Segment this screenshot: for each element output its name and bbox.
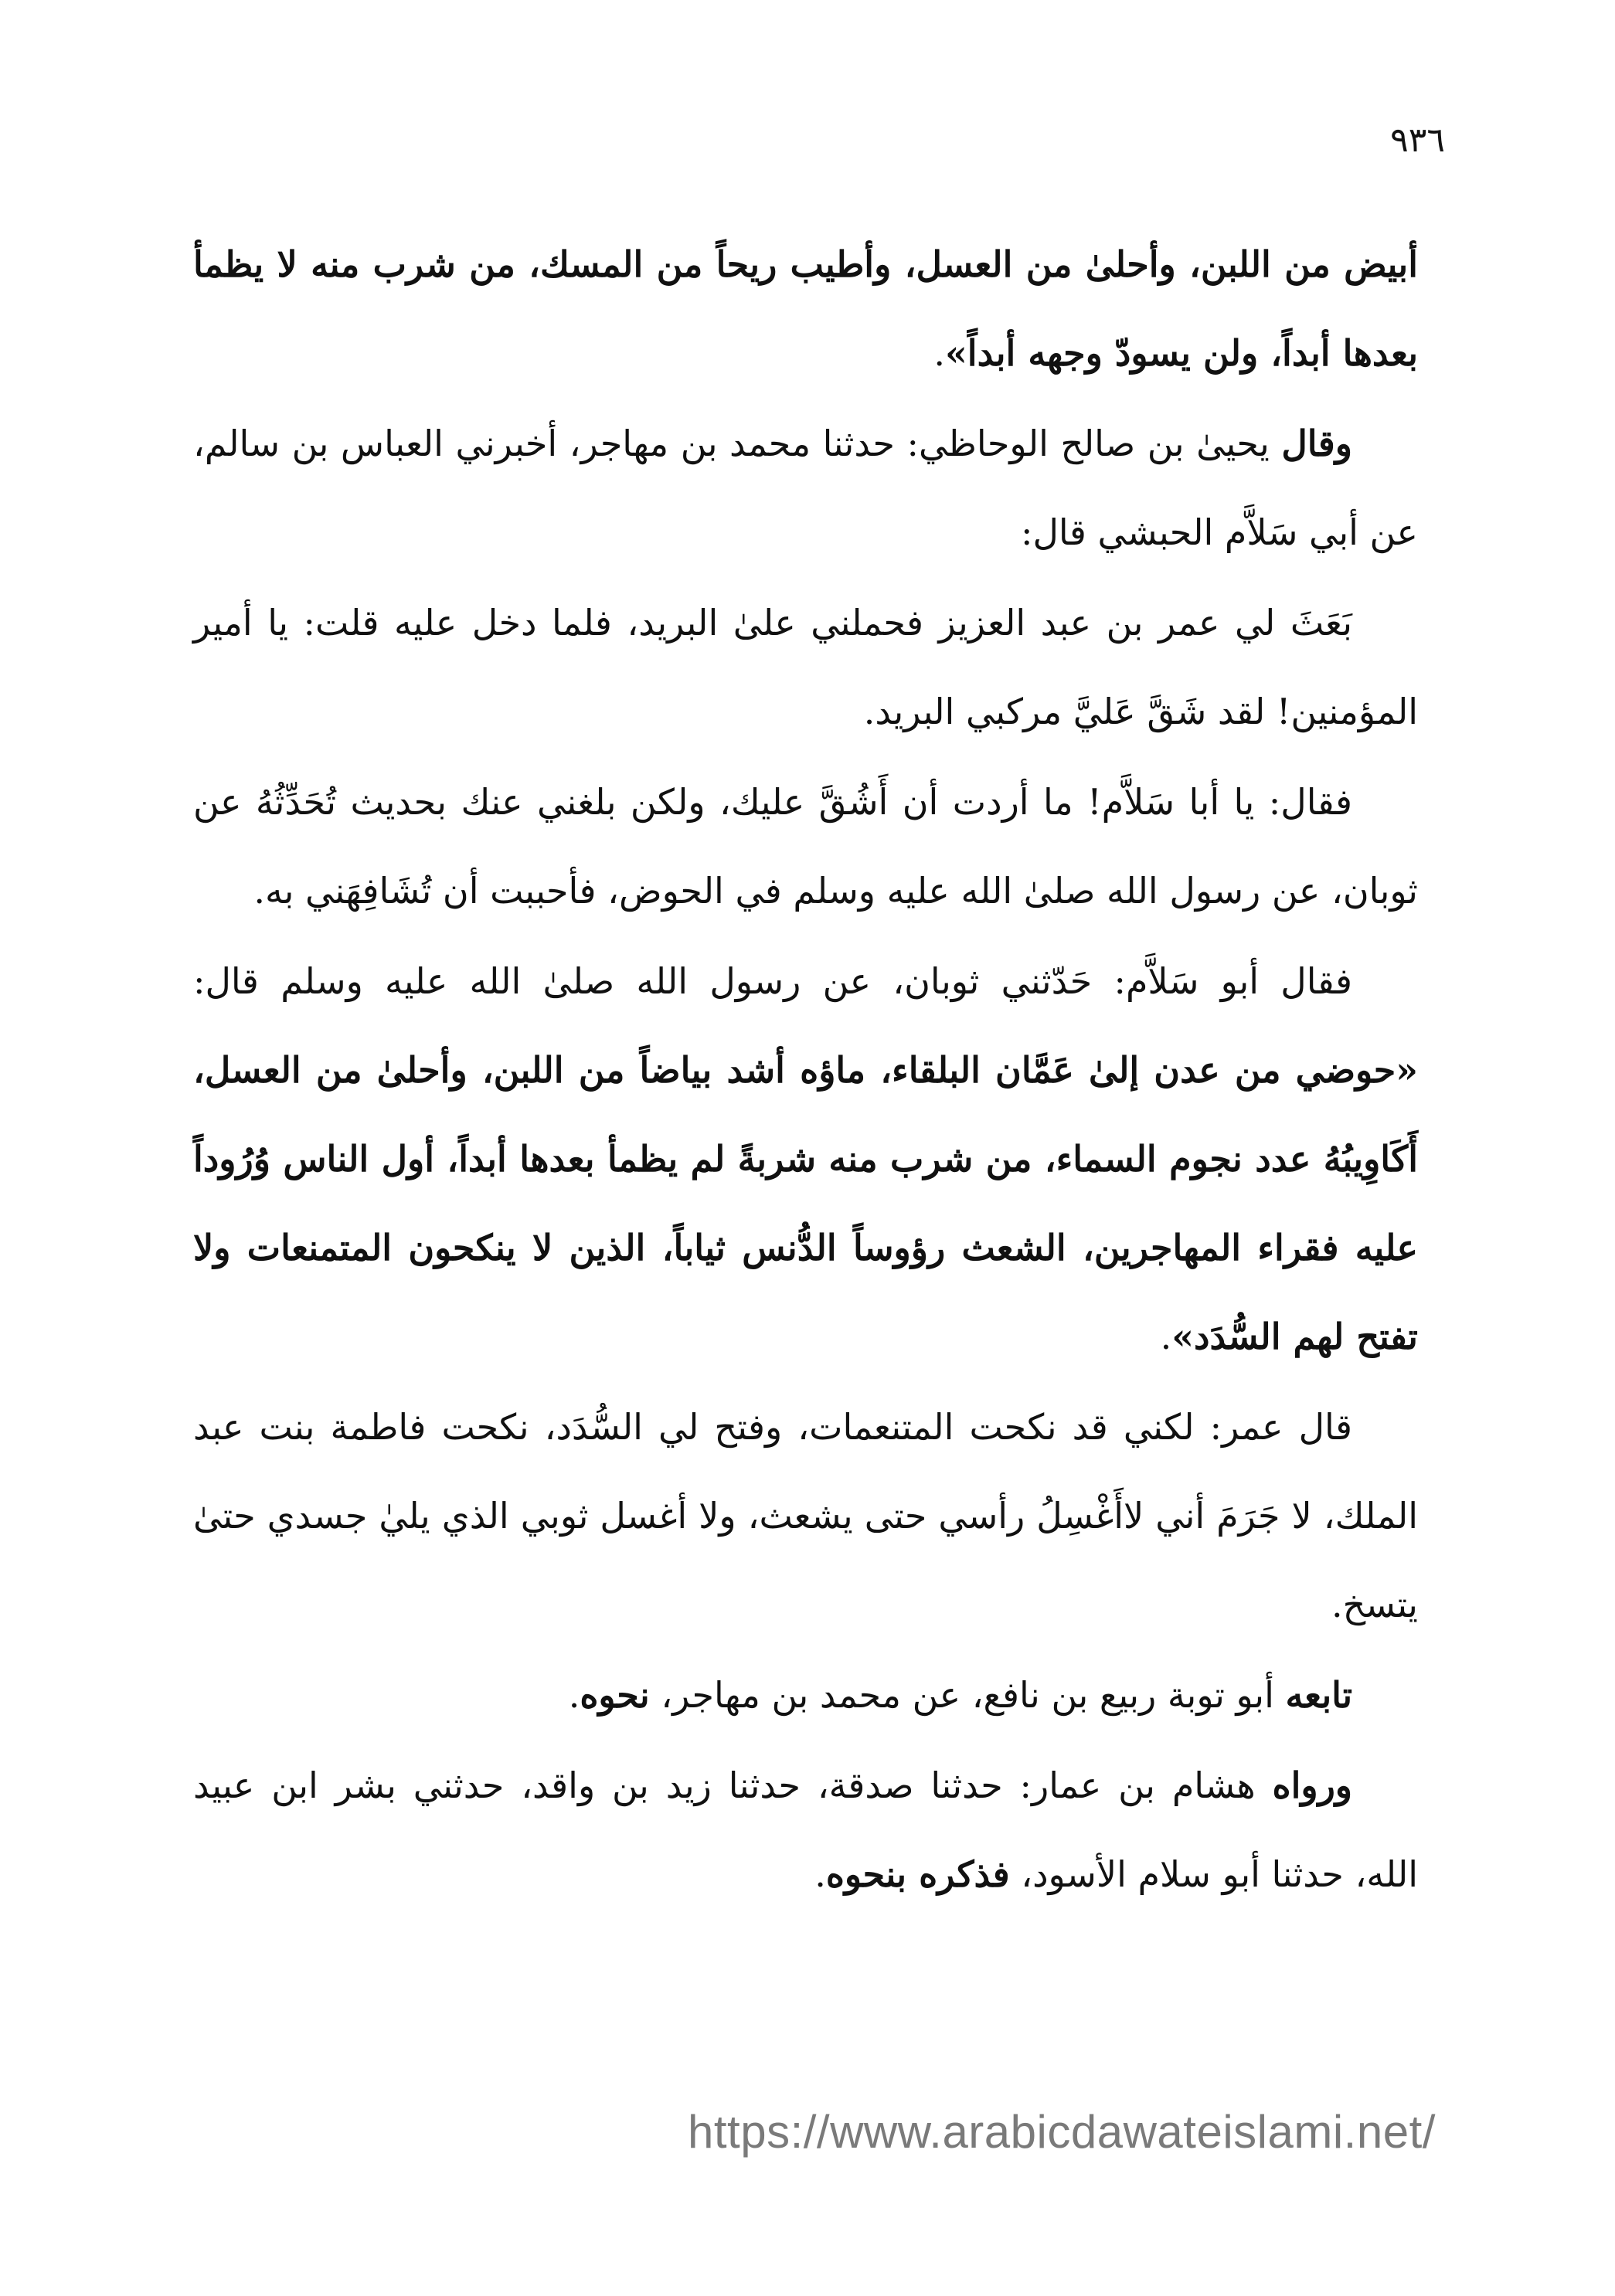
hadith-text: «حوضي من عدن إلىٰ عَمَّان البلقاء، ماؤه أشد بياضاً من اللبن، وأحلىٰ من العسل، أَكَاوِيبُهُ عدد نجوم السماء، من شرب منه شربةً لم يظمأ بعدها أبداً، أول الناس وُرُوداً عليه فقراء المهاجرين، الشعث رؤوساً الدُّنس ثياباً، الذين لا ينكحون المتمنعات ولا تفتح لهم السُّدَد» [193, 1049, 1418, 1357]
isnad-text: هشام بن عمار: حدثنا صدقة، حدثنا زيد بن واقد، حدثني بشر ابن عبيد الله، حدثنا أبو سلام الأسود، [193, 1764, 1418, 1895]
paragraph-8 [193, 1741, 1418, 1919]
paragraph-7 [193, 1651, 1418, 1740]
punctuation: . [1160, 1316, 1172, 1357]
paragraph-2 [193, 399, 1418, 577]
punctuation: . [814, 1853, 826, 1895]
narration-keyword: ورواه [1272, 1764, 1352, 1806]
punctuation: . [568, 1674, 580, 1716]
hadith-text: أبيض من اللبن، وأحلىٰ من العسل، وأطيب ريحاً من المسك، من شرب منه لا يظمأ بعدها أبداً، ولن يسودّ وجهه أبداً» [193, 243, 1418, 374]
isnad-text: يحيىٰ بن صالح الوحاظي: حدثنا محمد بن مهاجر، أخبرني العباس بن سالم، عن أبي سَلاَّم الحبشي قال: [193, 423, 1418, 553]
story-text: فقال أبو سَلاَّم: حَدّثني ثوبان، عن رسول الله صلىٰ الله عليه وسلم قال: [193, 960, 1352, 1002]
paragraph-6 [193, 1383, 1418, 1649]
punctuation: . [933, 332, 946, 374]
narration-keyword: تابعه [1285, 1674, 1352, 1716]
narration-keyword: وقال [1281, 423, 1352, 464]
narration-keyword: فذكره بنحوه [825, 1853, 1010, 1895]
story-text: فقال: يا أبا سَلاَّم! ما أردت أن أَشُقَّ عليك، ولكن بلغني عنك بحديث تُحَدِّثُهُ عن ثوبان، عن رسول الله صلىٰ الله عليه وسلم في الحوض، فأحببت أن تُشَافِهَني به. [193, 781, 1418, 912]
narration-keyword: نحوه [580, 1674, 650, 1716]
paragraph-3 [193, 579, 1418, 756]
story-text: قال عمر: لكني قد نكحت المتنعمات، وفتح لي السُّدَد، نكحت فاطمة بنت عبد الملك، لا جَرَمَ أني لاأَغْسِلُ رأسي حتى يشعث، ولا أغسل ثوبي الذي يليٰ جسدي حتىٰ يتسخ. [193, 1406, 1418, 1625]
watermark-url: https://www.arabicdawateislami.net/ [688, 2106, 1436, 2158]
story-text: بَعَثَ لي عمر بن عبد العزيز فحملني علىٰ البريد، فلما دخل عليه قلت: يا أمير المؤمنين! لقد شَقَّ عَليَّ مركبي البريد. [193, 602, 1418, 732]
text-body [193, 220, 1418, 1921]
paragraph-4 [193, 758, 1418, 936]
page-number: ٩٣٦ [1390, 121, 1445, 160]
isnad-text: أبو توبة ربيع بن نافع، عن محمد بن مهاجر، [649, 1674, 1286, 1716]
paragraph-5 [193, 937, 1418, 1381]
paragraph-1 [193, 220, 1418, 398]
